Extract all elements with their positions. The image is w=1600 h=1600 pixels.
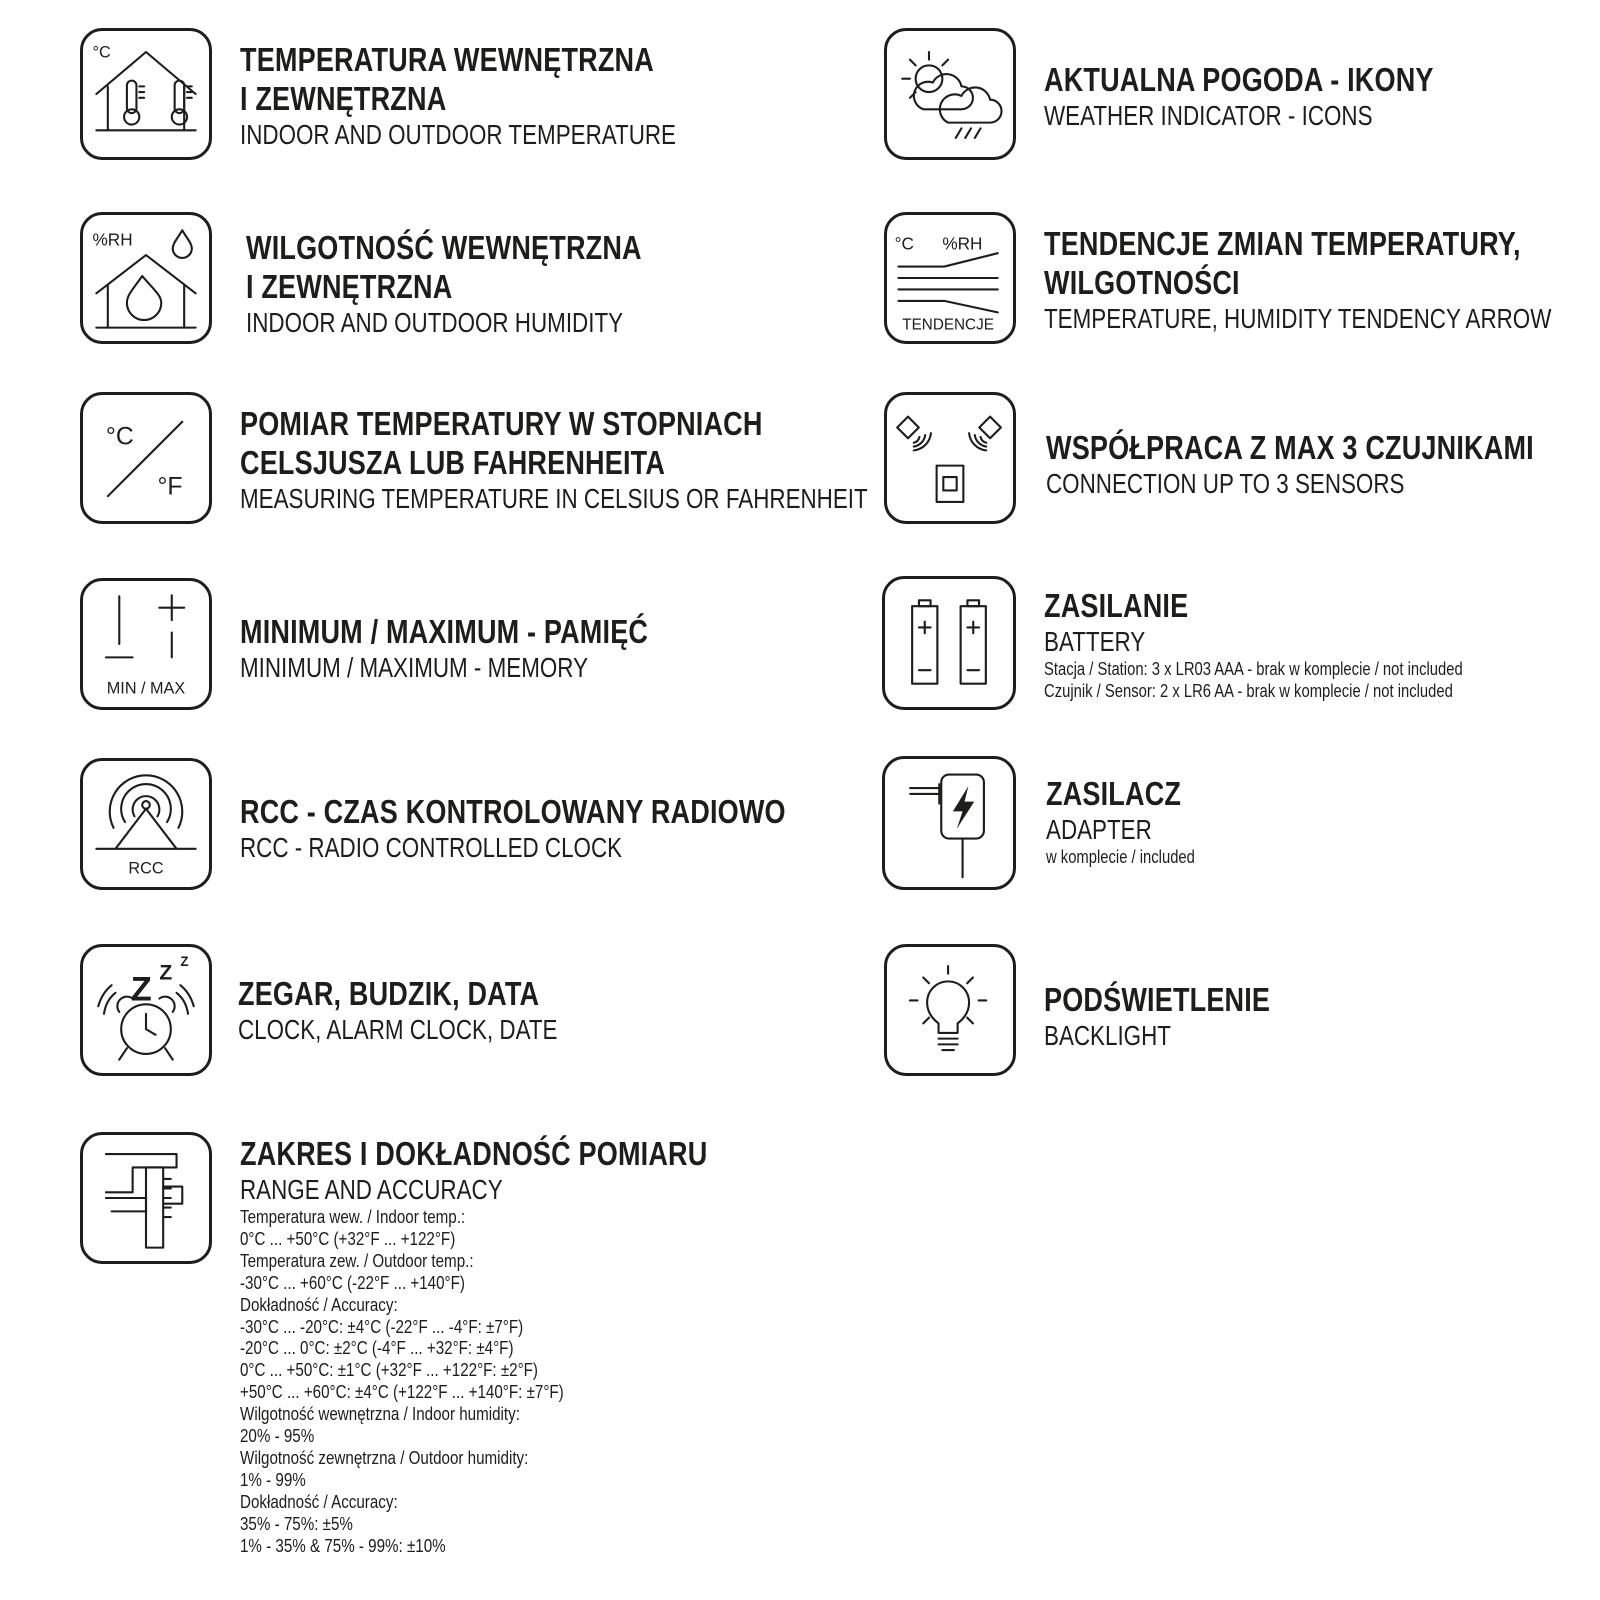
feature-subtitle: RCC - RADIO CONTROLLED CLOCK <box>240 832 623 863</box>
spec-line: Wilgotność wewnętrzna / Indoor humidity: <box>240 1403 520 1425</box>
spec-line: -20°C ... 0°C: ±2°C (-4°F ... +32°F: ±4°F) <box>240 1337 514 1359</box>
min-max-icon <box>80 578 212 710</box>
spec-line: 35% - 75%: ±5% <box>240 1512 353 1534</box>
tendency-arrows-icon <box>884 212 1016 344</box>
feature-subtitle: MEASURING TEMPERATURE IN CELSIUS OR FAHRENHEIT <box>240 483 868 514</box>
light-bulb-icon <box>884 944 1016 1076</box>
feature-subtitle: RANGE AND ACCURACY <box>240 1174 503 1205</box>
celsius-label: °C <box>105 423 134 451</box>
feature-title: AKTUALNA POGODA - IKONY <box>1044 61 1434 98</box>
battery-icon <box>882 576 1016 710</box>
spec-line: +50°C ... +60°C: ±4°C (+122°F ... +140°F: ±7°F) <box>240 1381 564 1403</box>
celsius-fahrenheit-icon <box>80 392 212 524</box>
feature-subtitle: CLOCK, ALARM CLOCK, DATE <box>238 1014 558 1045</box>
spec-line: -30°C ... -20°C: ±4°C (-22°F ... -4°F: ±7°F) <box>240 1315 524 1337</box>
sensors-icon <box>884 392 1016 524</box>
spec-line: -30°C ... +60°C (-22°F ... +140°F) <box>240 1271 465 1293</box>
feature-adapter <box>1046 774 1232 868</box>
feature-rcc <box>240 792 906 864</box>
feature-title: ZASILANIE <box>1044 587 1189 624</box>
feature-title: POMIAR TEMPERATURY W STOPNIACH <box>240 405 763 442</box>
spec-line: 0°C ... +50°C: ±1°C (+32°F ... +122°F: ±2°F) <box>240 1359 538 1381</box>
adapter-note: w komplecie / included <box>1046 846 1195 867</box>
feature-title: PODŚWIETLENIE <box>1044 981 1271 1018</box>
feature-title: I ZEWNĘTRZNA <box>240 80 447 117</box>
celsius-label: °C <box>92 43 111 62</box>
feature-title: I ZEWNĘTRZNA <box>246 268 453 305</box>
spec-line: 1% - 35% & 75% - 99%: ±10% <box>240 1534 446 1556</box>
feature-title: WSPÓŁPRACA Z MAX 3 CZUJNIKAMI <box>1046 429 1534 466</box>
feature-battery <box>1044 586 1567 702</box>
feature-subtitle: CONNECTION UP TO 3 SENSORS <box>1046 468 1405 499</box>
feature-tendency <box>1044 224 1600 335</box>
rcc-label: RCC <box>128 859 164 878</box>
feature-subtitle: TEMPERATURE, HUMIDITY TENDENCY ARROW <box>1044 303 1552 334</box>
spec-line: Dokładność / Accuracy: <box>240 1490 398 1512</box>
house-humidity-icon <box>80 212 212 344</box>
feature-clock-alarm-date <box>238 974 637 1046</box>
battery-note-station: Stacja / Station: 3 x LR03 AAA - brak w komplecie / not included <box>1044 658 1463 679</box>
power-adapter-icon <box>882 756 1016 890</box>
feature-title: TEMPERATURA WEWNĘTRZNA <box>240 41 654 78</box>
min-max-label: MIN / MAX <box>106 679 186 698</box>
feature-indoor-outdoor-temperature <box>240 40 785 151</box>
feature-title: ZEGAR, BUDZIK, DATA <box>238 975 540 1012</box>
feature-title: ZAKRES I DOKŁADNOŚĆ POMIARU <box>240 1135 708 1172</box>
feature-title: TENDENCJE ZMIAN TEMPERATURY, <box>1044 225 1521 262</box>
caliper-icon <box>80 1132 212 1264</box>
radio-tower-icon <box>80 758 212 890</box>
spec-line: 20% - 95% <box>240 1425 315 1447</box>
rh-label: %RH <box>92 229 133 250</box>
feature-min-max-memory <box>240 612 738 684</box>
spec-line: Temperatura zew. / Outdoor temp.: <box>240 1249 474 1271</box>
feature-range-accuracy <box>240 1134 810 1557</box>
spec-line: Dokładność / Accuracy: <box>240 1293 398 1315</box>
feature-subtitle: WEATHER INDICATOR - ICONS <box>1044 100 1373 131</box>
feature-subtitle: MINIMUM / MAXIMUM - MEMORY <box>240 652 589 683</box>
feature-indoor-outdoor-humidity <box>246 228 729 339</box>
feature-backlight <box>1044 980 1320 1052</box>
tendency-label: TENDENCJE <box>902 316 994 334</box>
z-letter-small: Z <box>180 954 189 970</box>
sun-cloud-rain-icon <box>884 28 1016 160</box>
spec-line: 1% - 99% <box>240 1468 306 1490</box>
rh-label: %RH <box>942 233 983 254</box>
fahrenheit-label: °F <box>157 473 183 501</box>
battery-note-sensor: Czujnik / Sensor: 2 x LR6 AA - brak w komplecie / not included <box>1044 680 1453 701</box>
spec-line: Temperatura wew. / Indoor temp.: <box>240 1206 466 1227</box>
feature-title: WILGOTNOŚĆ WEWNĘTRZNA <box>246 229 642 266</box>
celsius-label: °C <box>894 233 914 254</box>
feature-subtitle: BACKLIGHT <box>1044 1020 1171 1051</box>
feature-weather-indicator <box>1044 60 1519 132</box>
feature-title: RCC - CZAS KONTROLOWANY RADIOWO <box>240 793 786 830</box>
feature-subtitle: INDOOR AND OUTDOOR HUMIDITY <box>246 307 624 338</box>
spec-list <box>240 1206 810 1557</box>
feature-title: WILGOTNOŚCI <box>1044 264 1240 301</box>
feature-subtitle: BATTERY <box>1044 626 1146 657</box>
z-letter-medium: Z <box>159 961 173 985</box>
alarm-clock-icon <box>80 944 212 1076</box>
feature-subtitle: INDOOR AND OUTDOOR TEMPERATURE <box>240 119 677 150</box>
house-thermometer-icon <box>80 28 212 160</box>
feature-title: CELSJUSZA LUB FAHRENHEITA <box>240 444 666 481</box>
spec-line: Wilgotność zewnętrzna / Outdoor humidity: <box>240 1446 529 1468</box>
feature-subtitle: ADAPTER <box>1046 814 1152 845</box>
z-letter-large: Z <box>130 970 152 1009</box>
spec-line: 0°C ... +50°C (+32°F ... +122°F) <box>240 1227 456 1249</box>
feature-title: ZASILACZ <box>1046 775 1182 812</box>
feature-sensors <box>1046 428 1600 500</box>
feature-title: MINIMUM / MAXIMUM - PAMIĘĆ <box>240 613 649 650</box>
